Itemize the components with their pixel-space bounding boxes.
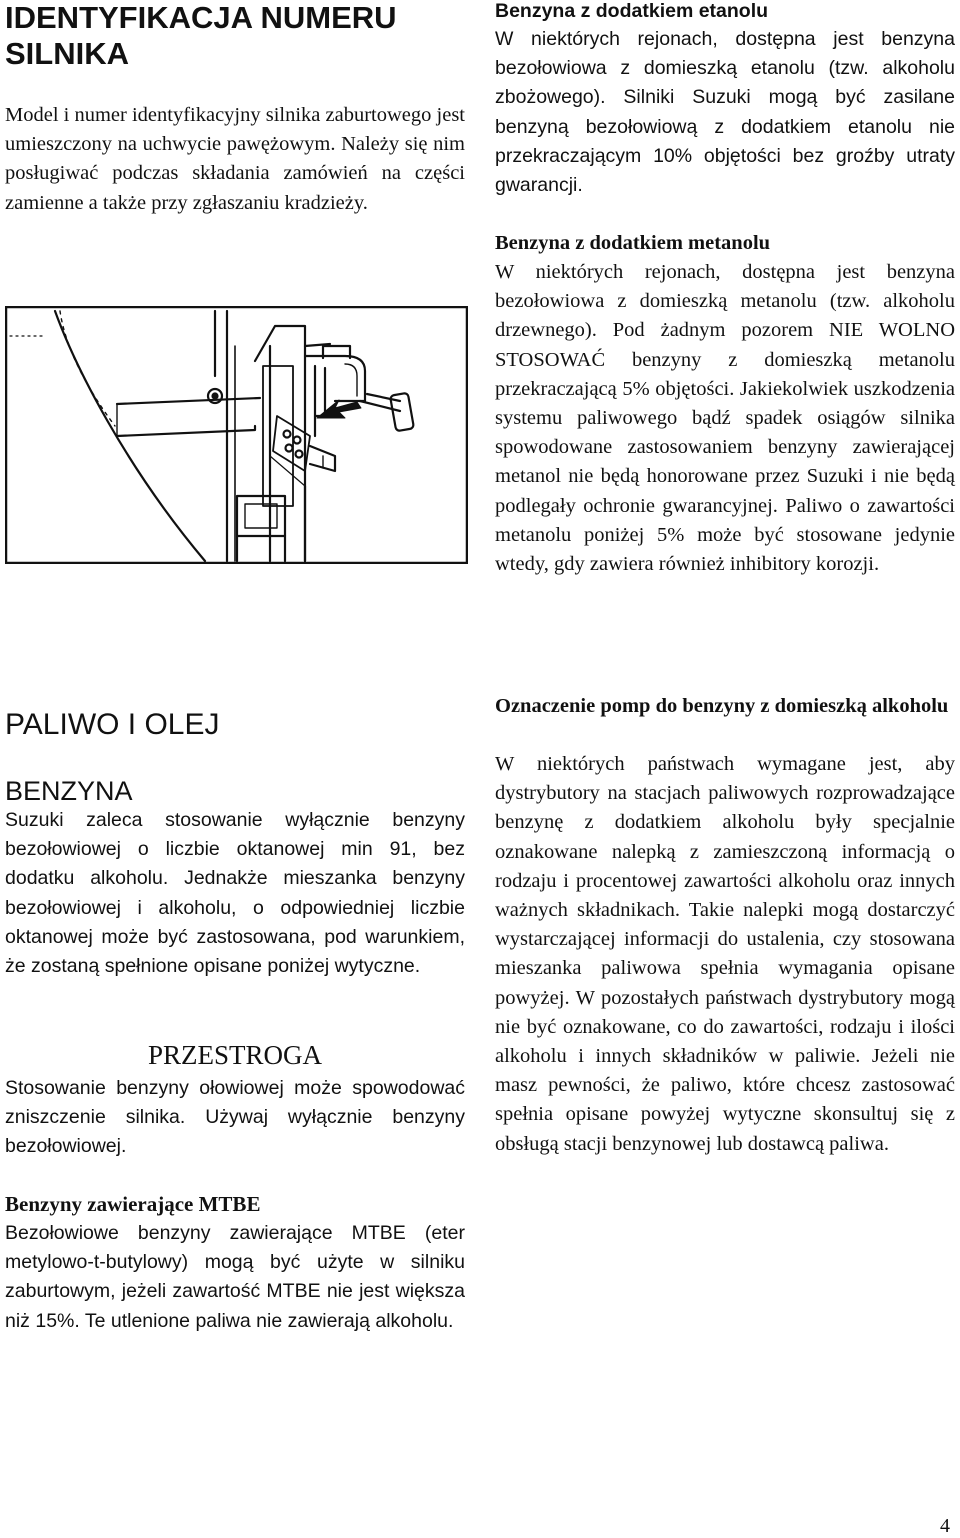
mtbe-paragraph: Bezołowiowe benzyny zawierające MTBE (eter metylowo-t-butylowy) mogą być użyte w silniku zaburtowym, jeżeli zawartość MTBE nie jest większa niż 15%. Te utlenione paliwa nie zawierają alkoholu. [5, 1222, 465, 1332]
pump-heading: Oznaczenie pomp do benzyny z domieszką alkoholu [495, 695, 949, 717]
identification-title: IDENTYFIKACJA NUMERU SILNIKA [5, 0, 397, 71]
benzyna-paragraph: Suzuki zaleca stosowanie wyłącznie benzyny bezołowiowej o liczbie oktanowej min 91, bez dodatku alkoholu. Jednakże mieszanka benzyny bezołowiowej i alkoholu, o odpowiedniej liczbie oktanowej może być zastosowana, pod warunkiem, że zostaną spełnione opisane poniżej wytyczne. [5, 809, 465, 978]
page-number: 4 [940, 1515, 950, 1537]
benzyna-heading: BENZYNA [5, 776, 133, 806]
fuel-oil-title: PALIWO I OLEJ [5, 708, 220, 741]
warning-paragraph: Stosowanie benzyny ołowiowej może spowodować zniszczenie silnika. Używaj wyłącznie benzyny bezołowiowej. [5, 1077, 465, 1158]
identification-paragraph: Model i numer identyfikacyjny silnika zaburtowego jest umieszczony na uchwycie pawężowym. Należy się nim posługiwać podczas składania zamówień na części zamienne a także przy zgłaszaniu kradzieży. [5, 104, 465, 214]
ethanol-paragraph: W niektórych rejonach, dostępna jest benzyna bezołowiowa z domieszką etanolu (tzw. alkoholu zbożowego). Silniki Suzuki mogą być zasilane benzyną bezołowiową z dodatkiem etanolu nie przekraczającym 10% objętości bez groźby utraty gwarancji. [495, 28, 955, 197]
ethanol-heading: Benzyna z dodatkiem etanolu [495, 0, 769, 22]
methanol-heading: Benzyna z dodatkiem metanolu [495, 232, 771, 254]
pump-paragraph: W niektórych państwach wymagane jest, aby dystrybutory na stacjach paliwowych rozprowadzające benzynę z dodatkiem alkoholu były specjalnie oznakowane nalepką z zamieszczoną informacją o rodzaju i procentowej zawartości alkoholu oraz innych ważnych składnikach. Takie nalepki mogą dostarczyć wystarczającej informacji do ustalenia, czy stosowana mieszanka paliwowa spełnia wymagania opisane powyżej. W pozostałych państwach dystrybutory mogą nie być oznakowane, co do zawartości, rodzaju i ilości alkoholu i innych składników w paliwie. Jeżeli nie masz pewności, że paliwo, które chcesz zastosować spełnia opisane powyżej wytyczne skonsultuj się z obsługą stacji benzynowej lub dostawcą paliwa. [495, 753, 955, 1155]
mtbe-heading: Benzyny zawierające MTBE [5, 1192, 261, 1216]
methanol-paragraph: W niektórych rejonach, dostępna jest benzyna bezołowiowa z domieszką metanolu (tzw. alkoholu drzewnego). Pod żadnym pozorem NIE WOLNO STOSOWAĆ benzyny z domieszką metanolu przekraczającą 5% objętości. Jakiekolwiek uszkodzenia systemu paliwowego bądź spadek osiągów silnika spowodowane zastosowaniem benzyny zawierającej metanol nie będą honorowane przez Suzuki i nie będą podlegały ochronie gwarancyjnej. Paliwo o zawartości metanolu poniżej 5% może być stosowane jedynie wtedy, gdy zawiera również inhibitory korozji. [495, 261, 955, 576]
warning-heading: PRZESTROGA [147, 1040, 323, 1070]
engine-bracket-illustration [5, 306, 468, 564]
